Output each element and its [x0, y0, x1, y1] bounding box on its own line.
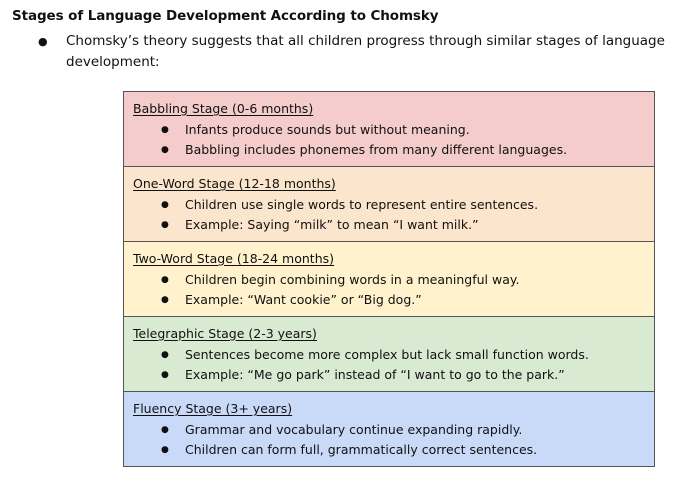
stage-cell — [124, 317, 655, 392]
stage-row-telegraphic — [124, 317, 655, 392]
stage-point: ● Example: Saying “milk” to mean “I want milk.” — [133, 215, 645, 235]
intro-paragraph — [38, 31, 693, 73]
stage-title: Babbling Stage (0-6 months) — [133, 101, 314, 116]
stage-cell — [124, 167, 655, 242]
stage-points — [133, 420, 645, 460]
page-title: Stages of Language Development According to Chomsky — [12, 8, 439, 24]
stage-point: ● Grammar and vocabulary continue expanding rapidly. — [133, 420, 645, 440]
stage-cell — [124, 392, 655, 467]
stages-table — [123, 91, 655, 467]
stage-row-two-word — [124, 242, 655, 317]
stage-points — [133, 270, 645, 310]
stage-cell — [124, 92, 655, 167]
stage-title: One-Word Stage (12-18 months) — [133, 176, 336, 191]
stage-title: Two-Word Stage (18-24 months) — [133, 251, 335, 266]
stage-point: ● Example: “Me go park” instead of “I want to go to the park.” — [133, 365, 645, 385]
stage-row-one-word — [124, 167, 655, 242]
stage-point: ● Children use single words to represent entire sentences. — [133, 195, 645, 215]
stage-points — [133, 195, 645, 235]
intro-text: Chomsky’s theory suggests that all children progress through similar stages of language development: — [66, 33, 665, 70]
stage-cell — [124, 242, 655, 317]
stage-point: ● Children begin combining words in a meaningful way. — [133, 270, 645, 290]
stage-points — [133, 120, 645, 160]
stage-row-fluency — [124, 392, 655, 467]
stage-point: ● Children can form full, grammatically correct sentences. — [133, 440, 645, 460]
stage-title: Fluency Stage (3+ years) — [133, 401, 293, 416]
bullet-icon: ● — [38, 35, 48, 48]
stage-point: ● Babbling includes phonemes from many different languages. — [133, 140, 645, 160]
stage-title: Telegraphic Stage (2-3 years) — [133, 326, 317, 341]
stage-point: ● Infants produce sounds but without meaning. — [133, 120, 645, 140]
stage-point: ● Example: “Want cookie” or “Big dog.” — [133, 290, 645, 310]
stage-points — [133, 345, 645, 385]
stage-point: ● Sentences become more complex but lack small function words. — [133, 345, 645, 365]
stage-row-babbling — [124, 92, 655, 167]
